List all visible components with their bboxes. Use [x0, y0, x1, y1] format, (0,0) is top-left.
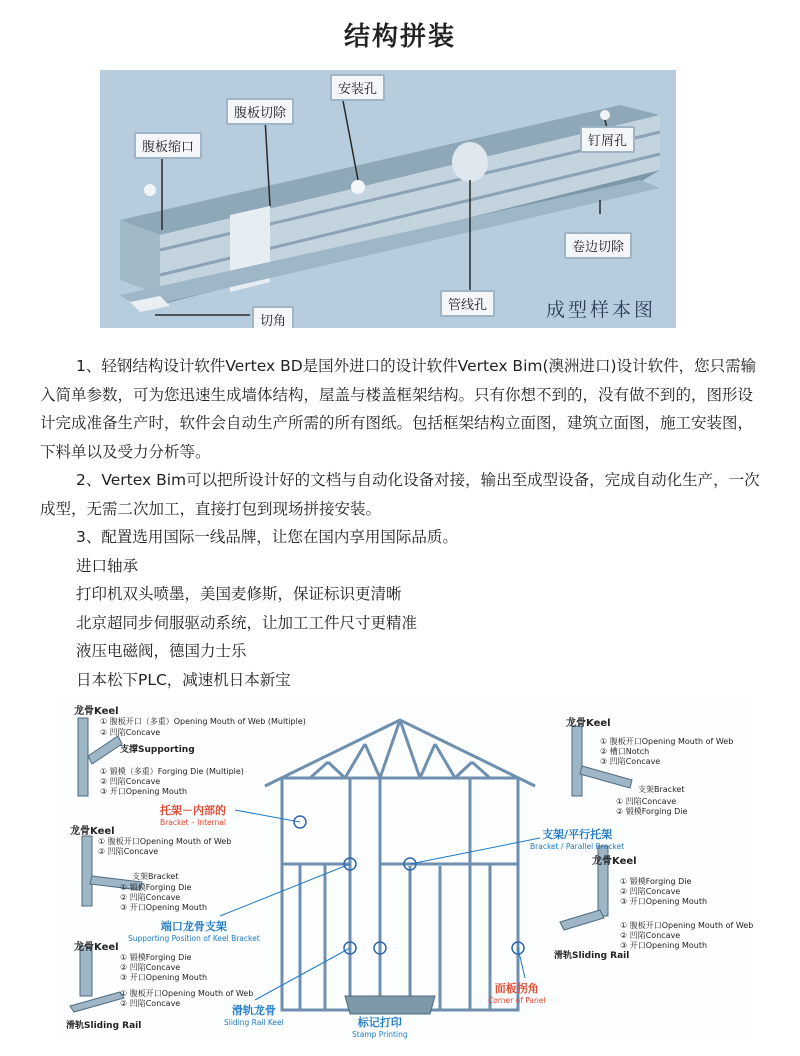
detail-item: ② 凹陷Concave [620, 931, 681, 940]
detail-item: ① 腹板开口（多重）Opening Mouth of Web (Multiple) [100, 717, 306, 726]
keel-label: 龙骨Keel [70, 826, 115, 837]
list-item: 日本松下PLC，减速机日本新宝 [76, 670, 291, 689]
keel-label: 龙骨Keel [74, 942, 119, 953]
keel-label: 龙骨Keel [566, 718, 611, 729]
detail-item: ② 凹陷Concave [98, 847, 159, 856]
list-item: 进口轴承 [76, 556, 139, 575]
list-item: 打印机双头喷墨，美国麦修斯，保证标识更清晰 [76, 585, 402, 603]
detail-item: ③ 凹陷Concave [600, 757, 661, 766]
detail-item: ① 腹板开口Opening Mouth of Web [600, 737, 734, 746]
detail-item: ① 腹板开口Opening Mouth of Web [120, 989, 254, 998]
detail-item: ② 凹陷Concave [120, 999, 181, 1008]
steel-profile-illustration [100, 70, 676, 328]
detail-item: ① 腹板开口Opening Mouth of Web [620, 921, 754, 930]
detail-item: ① 锻模（多重）Forging Die (Multiple) [100, 767, 244, 776]
detail-item: ③ 开口Opening Mouth [120, 903, 208, 912]
paragraph-1: 1、轻钢结构设计软件Vertex BD是国外进口的设计软件Vertex Bim(澳洲进口)设计软件，您只需输入简单参数，可为您迅速生成墙体结构，屋盖与楼盖框架结构。只有你想不到的，没有做不到的，图形设计完成准备生产时，软件会自动生产所需的所有图纸。包括框架结构立面图，建筑立面图，施工安装图，下料单以及受力分析等。 [40, 357, 757, 461]
detail-item: ① 腹板开口Opening Mouth of Web [98, 837, 232, 846]
detail-item: ③ 开口Opening Mouth [620, 897, 708, 906]
stamp-printing-label: 标记打印 Stamp Printing [352, 1016, 408, 1039]
parallel-bracket-label: 支架/平行托架 Bracket / Parallel Bracket [530, 828, 625, 851]
detail-item: ① 锻模Forging Die [120, 953, 192, 962]
paragraph-3: 3、配置选用国际一线品牌，让您在国内享用国际品质。 [76, 528, 458, 546]
list-item: 液压电磁阀，德国力士乐 [76, 642, 247, 660]
callout-corner-cut: 切角 [252, 306, 294, 328]
bracket-internal-label: 托架－内部的 Bracket – Internal [160, 804, 227, 827]
detail-item: ② 凹陷Concave [120, 963, 181, 972]
detail-item: ① 凹陷Concave [616, 797, 677, 806]
detail-item: ① 锻模Forging Die [620, 877, 692, 886]
corner-of-panel-label: 面板拐角 Corner of Panel [488, 982, 546, 1005]
detail-item: ③ 开口Opening Mouth [120, 973, 208, 982]
callout-install-hole: 安装孔 [330, 74, 385, 101]
keel-label: 龙骨Keel [74, 706, 119, 717]
detail-item: ③ 开口Opening Mouth [620, 941, 708, 950]
detail-item: ② 凹陷Concave [120, 893, 181, 902]
callout-flange-cut: 卷边切除 [564, 232, 632, 259]
keel-support-label: 端口龙骨支架 Supporting Position of Keel Bracket [128, 920, 260, 943]
paragraph-2: 2、Vertex Bim可以把所设计好的文档与自动化设备对接，输出至成型设备，完成自动化生产，一次成型，无需二次加工，直接打包到现场拼接安装。 [40, 471, 760, 518]
bracket-label: 支架Bracket [638, 785, 685, 794]
keel-label: 龙骨Keel [592, 856, 637, 867]
detail-item: ② 锻模Forging Die [616, 807, 688, 816]
sliding-rail-keel-label: 滑轨龙骨 Sliding Rail Keel [224, 1004, 284, 1027]
page-title: 结构拼装 [343, 22, 456, 52]
frame-diagram [60, 696, 754, 1040]
callout-web-cut: 腹板切除 [226, 98, 294, 125]
callout-web-shrink: 腹板缩口 [134, 132, 202, 159]
sample-caption: 成型样本图 [545, 299, 656, 321]
list-item: 北京超同步伺服驱动系统，让加工工件尺寸更精准 [76, 613, 418, 632]
callout-pipe-hole: 管线孔 [440, 290, 495, 317]
description-text [40, 352, 760, 694]
support-label: 支撑Supporting [120, 745, 195, 755]
sample-photo [100, 70, 676, 328]
detail-item: ② 凹陷Concave [620, 887, 681, 896]
sliding-rail-label: 滑轨Sliding Rail [554, 951, 630, 961]
detail-item: ② 凹陷Concave [100, 728, 161, 737]
detail-item: ① 锻模Forging Die [120, 883, 192, 892]
detail-item: ② 凹陷Concave [100, 777, 161, 786]
bracket-label: 支架Bracket [132, 872, 179, 881]
sliding-rail-label: 滑轨Sliding Rail [66, 1021, 142, 1031]
callout-nail-hole: 钉屑孔 [580, 126, 635, 153]
detail-item: ③ 开口Opening Mouth [100, 787, 188, 796]
detail-item: ② 槽口Notch [600, 747, 650, 756]
